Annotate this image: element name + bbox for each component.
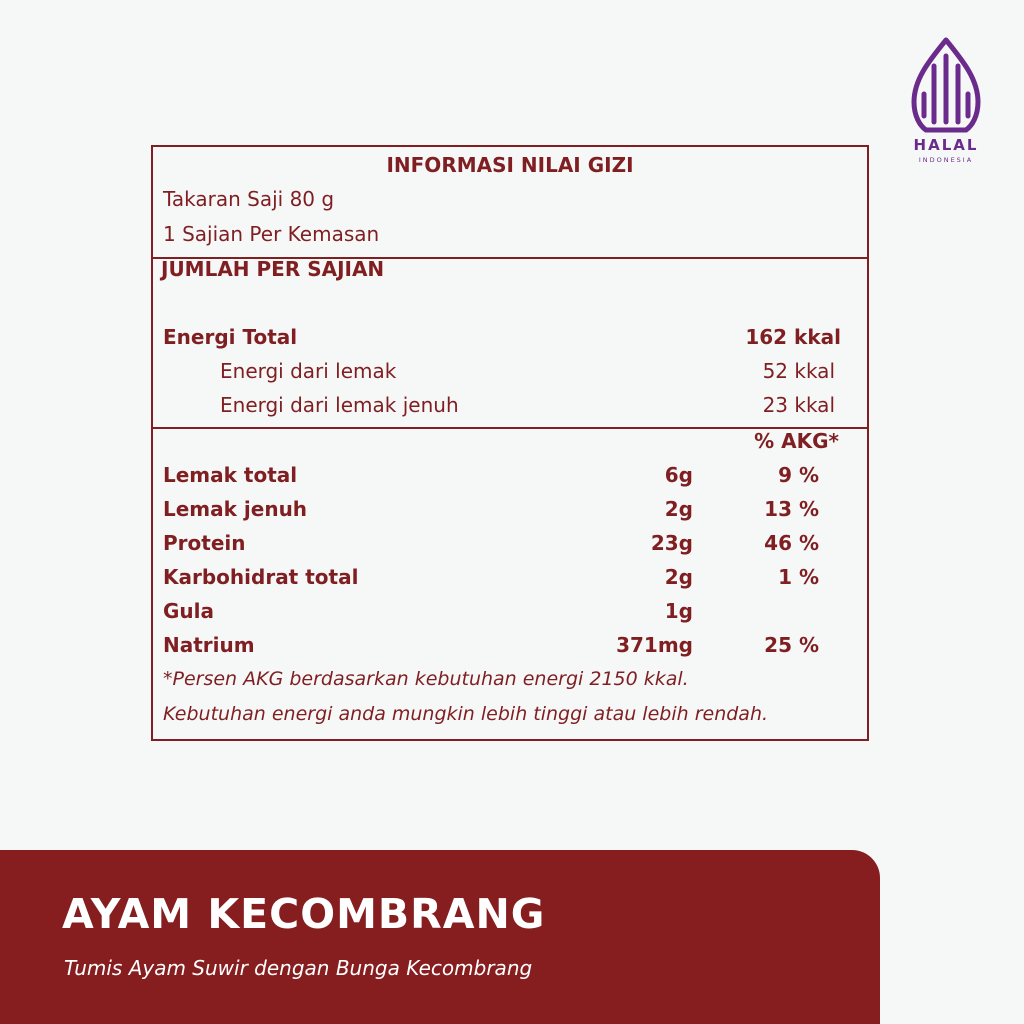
amount-per-serving-label: JUMLAH PER SAJIAN	[161, 257, 385, 281]
nutrient-akg: 13 %	[764, 497, 819, 521]
nutrient-akg: 1 %	[778, 565, 819, 589]
nutrient-amount: 371mg	[616, 633, 693, 657]
energy-fat-value: 52 kkal	[762, 359, 835, 383]
nutrient-amount: 23g	[650, 531, 693, 555]
product-banner	[0, 850, 880, 1024]
nutrient-akg: 9 %	[778, 463, 819, 487]
nutrition-header-section	[153, 147, 867, 259]
halal-logo-word: HALAL	[913, 136, 979, 154]
nutrient-amount: 2g	[664, 497, 693, 521]
nutrient-label: Gula	[163, 599, 215, 623]
nutrient-label: Natrium	[163, 633, 255, 657]
halal-wayang-icon	[910, 36, 982, 134]
product-name: AYAM KECOMBRANG	[62, 890, 546, 938]
energy-section	[153, 257, 867, 429]
akg-footnote-1: *Persen AKG berdasarkan kebutuhan energi 2150 kkal.	[163, 668, 689, 690]
nutrition-title: INFORMASI NILAI GIZI	[386, 153, 634, 177]
servings-per-pack: 1 Sajian Per Kemasan	[163, 222, 380, 246]
akg-header: % AKG*	[754, 429, 839, 453]
energy-fat-label: Energi dari lemak	[220, 359, 397, 383]
nutrient-akg: 25 %	[764, 633, 819, 657]
serving-size: Takaran Saji 80 g	[163, 187, 335, 211]
energy-total-label: Energi Total	[163, 325, 298, 349]
nutrient-label: Protein	[163, 531, 246, 555]
nutrition-facts-table	[151, 145, 869, 741]
nutrient-amount: 1g	[664, 599, 693, 623]
nutrient-label: Lemak total	[163, 463, 298, 487]
energy-satfat-label: Energi dari lemak jenuh	[220, 393, 459, 417]
nutrient-amount: 6g	[664, 463, 693, 487]
akg-footnote-2: Kebutuhan energi anda mungkin lebih tinggi atau lebih rendah.	[163, 703, 769, 725]
nutrient-akg: 46 %	[764, 531, 819, 555]
halal-indonesia-logo	[906, 36, 986, 166]
nutrient-label: Lemak jenuh	[163, 497, 308, 521]
product-description: Tumis Ayam Suwir dengan Bunga Kecombrang	[64, 956, 533, 980]
energy-total-value: 162 kkal	[745, 325, 841, 349]
nutrient-label: Karbohidrat total	[163, 565, 359, 589]
nutrient-amount: 2g	[664, 565, 693, 589]
energy-satfat-value: 23 kkal	[762, 393, 835, 417]
halal-logo-subtitle: INDONESIA	[918, 156, 974, 164]
